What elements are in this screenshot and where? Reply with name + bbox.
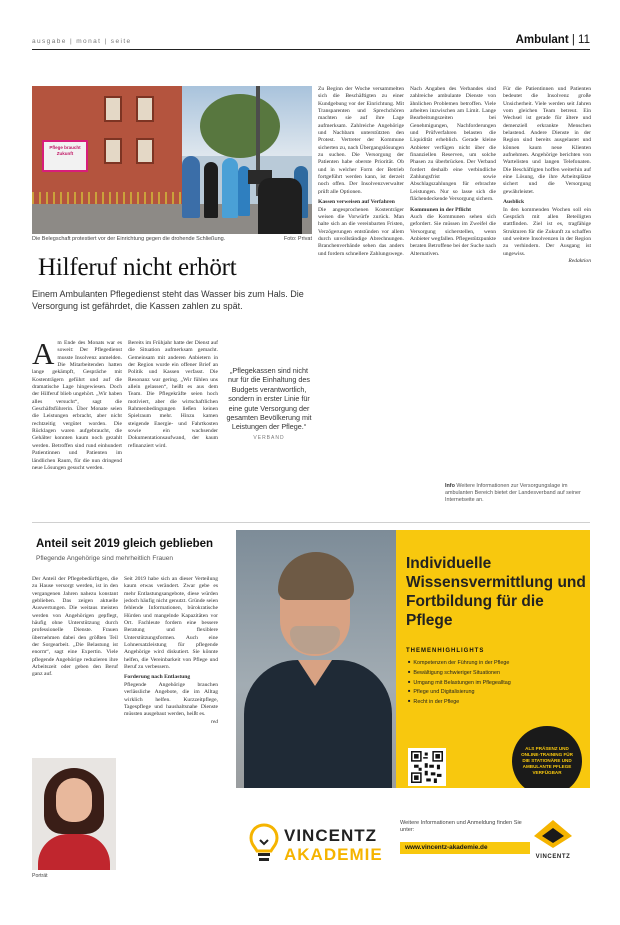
list-item: ■ Recht in der Pflege	[408, 697, 584, 707]
ad-highlights-list	[408, 658, 584, 707]
ad-website-link[interactable]: www.vincentz-akademie.de	[400, 842, 530, 854]
article-headline: Hilferuf nicht erhört	[38, 254, 237, 281]
photo-caption: Die Belegschaft protestiert vor der Einrichtung gegen die drohende Schließung. Foto: Privat	[32, 236, 312, 242]
protest-banner: Pflege braucht Zukunft	[42, 140, 88, 172]
section-divider	[32, 522, 590, 523]
page-header	[32, 36, 590, 50]
photo-credit: Foto: Privat	[283, 236, 312, 242]
list-item: ■ Umgang mit Belastungen im Pflegealltag	[408, 678, 584, 688]
issue-meta: ausgabe | monat | seite	[32, 38, 132, 45]
lightbulb-icon	[248, 822, 280, 864]
logo-wordmark: VINCENTZ	[535, 854, 571, 860]
article-photo	[32, 86, 312, 234]
vincentz-logo-icon	[532, 818, 574, 850]
page-number: 11	[578, 34, 590, 46]
ad-headline: Individuelle Wissensvermittlung und Fortbildung für die Pflege	[406, 555, 586, 629]
brand-name-secondary: AKADEMIE	[284, 845, 383, 864]
article-column-2: Bereits im Frühjahr hatte der Dienst auf die Situation aufmerksam gemacht. Gemeinsam mit anderen Anbietern in der Region wurde ein offener Brief an Politik und Kassen verfasst. Die Resonanz war gering. „Wir fühlen uns allein gelassen“, heißt es aus dem Team. Die Pflegekräfte seien hoch motiviert, aber die wirtschaftlichen Rahmenbedingungen ließen keinen Spielraum mehr. Hinzu kamen steigende Energie- und Fahrtkosten sowie ein wachsender Dokumentationsaufwand, der kaum refinanziert wird.	[128, 340, 218, 449]
author-signoff: red	[210, 718, 218, 725]
advertisement[interactable]	[236, 530, 590, 878]
secondary-headline: Anteil seit 2019 gleich geblieben	[36, 538, 214, 550]
cameraman	[258, 178, 302, 234]
portrait-caption: Porträt	[32, 873, 48, 879]
subheading: Ausblick	[503, 199, 525, 206]
ad-photo	[236, 530, 396, 788]
secondary-column-1: Der Anteil der Pflegebedürftigen, die zu Hause versorgt werden, ist in den vergangenen Jahren nahezu konstant geblieben. Das zeigen aktuelle Auswertungen. Die weitaus meisten werden von Angehörigen gepflegt, häufig ohne Unterstützung durch professionelle Dienste. Frauen übernehmen dabei den größten Teil der Sorgearbeit. „Die Belastung ist enorm“, sagt eine Expertin. Viele pflegende Angehörige reduzieren ihre Arbeitszeit oder geben den Beruf ganz auf.	[32, 576, 118, 678]
pull-quote-source: VERBAND	[253, 434, 285, 441]
subheading: Kommunen in der Pflicht	[410, 206, 471, 213]
article-column-5: Für die Patientinnen und Patienten bedeutet die Insolvenz große Unsicherheit. Viele werden seit Jahren vom gleichen Team betreut. Ein Wechsel ist gerade für ältere und demenziell erkrankte Menschen belastend. Andere Dienste in der Region sind bereits ausgelastet und können kaum neue Klienten aufnehmen. Angehörige berichten von Wartelisten und langen Telefonaten. Die Beschäftigten hoffen weiterhin auf eine Lösung, die ihre Arbeitsplätze sichert und die Versorgung gewährleistet. Ausblick In den kommenden Wochen soll ein Gespräch mit allen Beteiligten stattfinden. Ziel ist es, tragfähige Strukturen für die Zukunft zu schaffen und weitere Insolvenzen in der Region zu verhindern. Der Ausgang ist ungewiss. Redaktion	[503, 86, 591, 264]
ad-badge: ALS PRÄSENZ UND ONLINE-TRAINING FÜR DIE STATIONÄRE UND AMBULANTE PFLEGE VERFÜGBAR	[512, 726, 582, 796]
tree	[200, 94, 280, 158]
dropcap: A	[32, 340, 55, 371]
person	[204, 162, 218, 218]
pull-quote	[226, 366, 312, 443]
section-name: Ambulant	[515, 34, 569, 46]
ad-highlights-heading: THEMENHIGHLIGHTS	[406, 648, 485, 654]
pull-quote-text: „Pflegekassen sind nicht nur für die Einhaltung des Budgets verantwortlich, sondern in erster Linie für eine gute Versorgung der gesamten Bevölkerung mit Leistungen der Pflege.“	[226, 366, 312, 432]
ad-contact-text: Weitere Informationen und Anmeldung finden Sie unter:	[400, 820, 522, 834]
person	[222, 158, 238, 218]
list-item: ■ Kompetenzen der Führung in der Pflege	[408, 658, 584, 668]
article-column-4: Nach Angaben des Verbandes sind zahlreiche ambulante Dienste von ähnlichen Problemen betroffen. Viele arbeiten inzwischen am Limit. Lange Bearbeitungszeiten bei Genehmigungen, Nachforderungen und Prüfverfahren belasten die Liquidität erheblich. Gerade kleine Anbieter verfügen nicht über die finanziellen Reserven, um solche Phasen zu überbrücken. Der Verband fordert deshalb eine verbindliche Zahlungsfrist sowie Abschlagszahlungen für erbrachte Leistungen. Nur so lasse sich die flächendeckende Versorgung sichern. Kommunen in der Pflicht Auch die Kommunen sehen sich gefordert. Sie müssen im Zweifel die Versorgung sicherstellen, wenn Anbieter wegfallen. Pflegestützpunkte beraten Betroffene bei der Suche nach Alternativen.	[410, 86, 496, 257]
subheading: Kassen verweisen auf Verfahren	[318, 199, 395, 206]
secondary-subtitle: Pflegende Angehörige sind mehrheitlich Frauen	[36, 555, 173, 562]
author-signoff: Redaktion	[568, 257, 591, 264]
secondary-column-2: Seit 2019 habe sich an dieser Verteilung kaum etwas verändert. Zwar gebe es mehr Entlastungsangebote, diese würden jedoch häufig nicht genutzt. Gründe seien fehlende Informationen, bürokratische Hürden und mangelnde Kapazitäten vor Ort. Fachleute fordern eine bessere Beratung und flexiblere Unterstützungsformen. Auch eine Lohnersatzleistung für pflegende Angehörige wird diskutiert. Sie könnte helfen, die Vereinbarkeit von Pflege und Beruf zu verbessern. Forderung nach Entlastung Pflegende Angehörige brauchen verlässliche Angebote, die im Alltag wirklich helfen. Kurzzeitpflege, Tagespflege und haushaltsnahe Dienste müssten ausgebaut werden, heißt es. red	[124, 576, 218, 725]
info-box: Info Weitere Informationen zur Versorgungslage im ambulanten Bereich bietet der Landesverband auf seiner Internetseite an.	[445, 483, 581, 504]
list-item: ■ Pflege und Digitalisierung	[408, 687, 584, 697]
list-item: ■ Bewältigung schwieriger Situationen	[408, 668, 584, 678]
author-portrait	[32, 758, 116, 870]
brand-name: VINCENTZ	[284, 826, 377, 845]
article-standfirst: Einem Ambulanten Pflegedienst steht das Wasser bis zum Hals. Die Versorgung ist gefährdet, die Kassen zahlen zu spät.	[32, 289, 304, 312]
person	[182, 156, 200, 218]
article-column-1: A m Ende des Monats war es soweit: Der Pflegedienst musste Insolvenz anmelden. Die Mitarbeitenden hatten lange gekämpft, Gespräche mit Kostenträgern geführt und auf die dramatische Lage hingewiesen. Doch der Hilferuf blieb ungehört. „Wir haben alles versucht“, sagt die Geschäftsführerin. Über Monate seien die Leistungen erbracht, aber nicht rechtzeitig vergütet worden. Die Rücklagen waren aufgebraucht, die Gehälter konnten kaum noch gezahlt werden. Betroffen sind rund einhundert Patientinnen und Patienten im ländlichen Raum, für die nun dringend neue Lösungen gesucht werden.	[32, 340, 122, 471]
info-box-heading: Info	[445, 483, 455, 489]
section-title: Ambulant | 11	[515, 34, 590, 46]
qr-code-icon[interactable]	[408, 748, 446, 786]
subheading: Forderung nach Entlastung	[124, 674, 191, 681]
article-column-3: Zu Beginn der Woche versammelten sich die Beschäftigten zu einer Kundgebung vor der Einrichtung. Mit Transparenten und Sprechchören machten sie auf ihre Lage aufmerksam. Zahlreiche Angehörige und Nachbarn unterstützten den Protest. Vertreter der Kommune sicherten zu, nach Übergangslösungen zu suchen. Die Versorgung der Patienten habe oberste Priorität. Ob und in welcher Form der Betrieb fortgeführt werden kann, ist derzeit noch offen. Der Insolvenzverwalter prüft alle Optionen. Kassen verweisen auf Verfahren Die angesprochenen Kostenträger weisen die Vorwürfe zurück. Man halte sich an die vereinbarten Fristen, Verzögerungen entstünden vor allem durch unvollständige Abrechnungen. Branchenverbände sehen das anders und fordern schnellere Zahlungswege.	[318, 86, 404, 257]
